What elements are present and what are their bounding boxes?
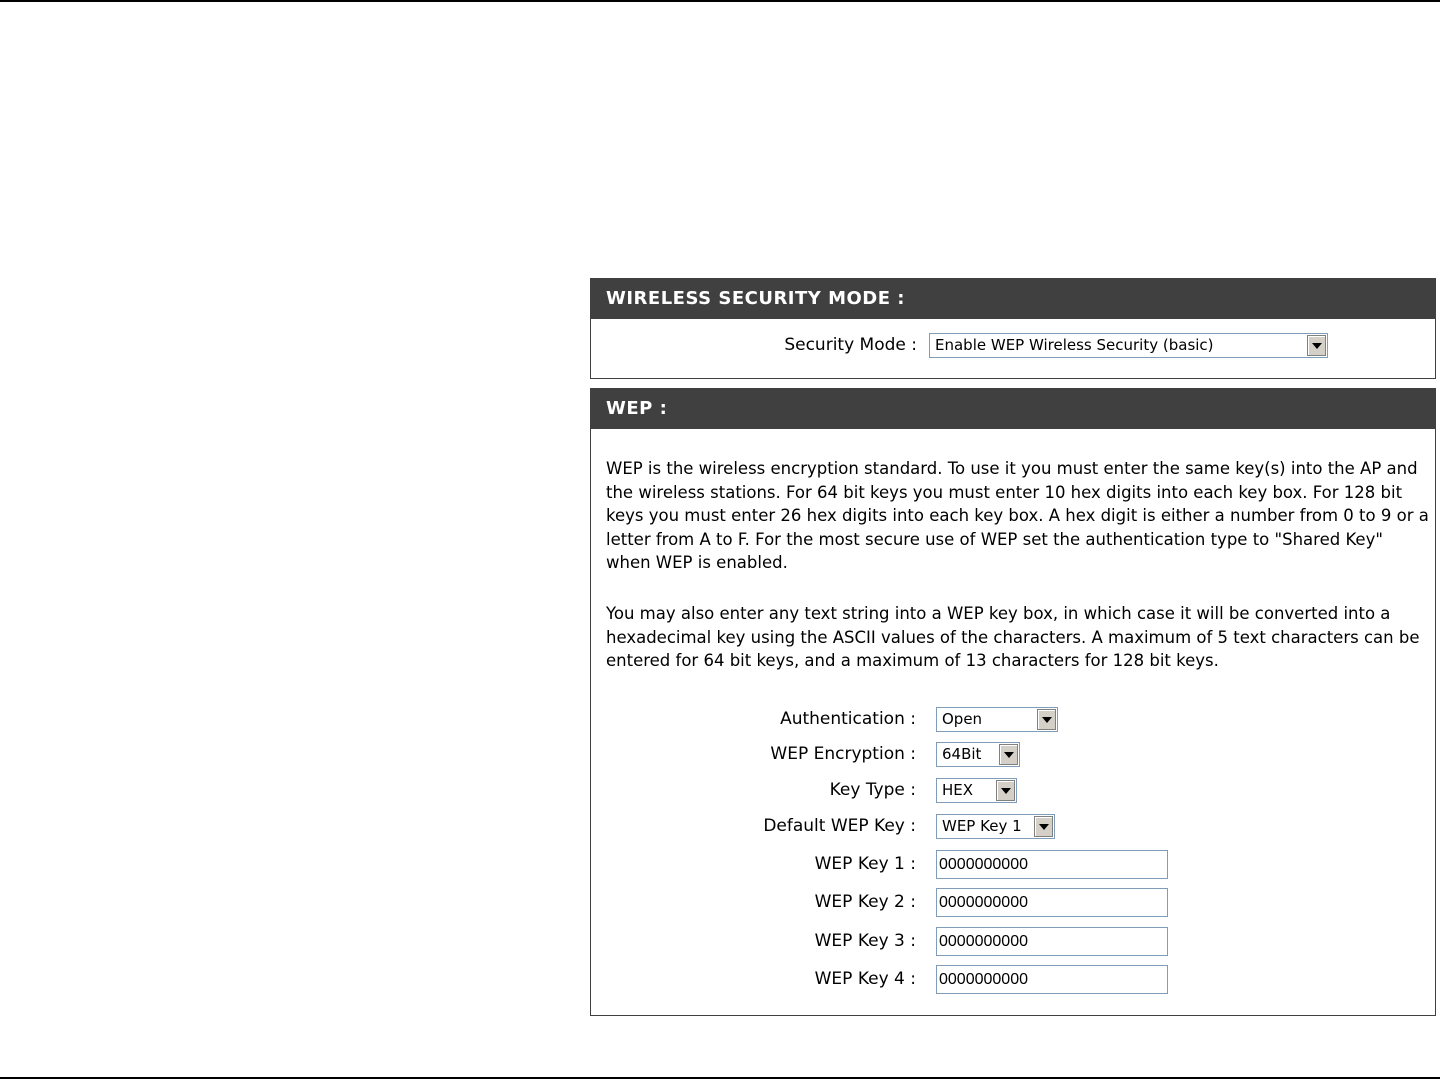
security-mode-row (591, 331, 1435, 359)
wep-key-3-row (591, 927, 1435, 955)
default-wep-key-select[interactable] (936, 814, 1055, 839)
default-wep-key-value: WEP Key 1 (942, 817, 1022, 835)
wep-encryption-label: WEP Encryption : (770, 744, 916, 764)
chevron-down-icon[interactable] (996, 780, 1015, 801)
default-wep-key-label: Default WEP Key : (763, 816, 916, 836)
security-mode-value: Enable WEP Wireless Security (basic) (935, 336, 1214, 354)
default-wep-key-row (591, 812, 1435, 840)
wep-key-3-input[interactable]: 0000000000 (936, 927, 1168, 956)
authentication-label: Authentication : (780, 709, 916, 729)
chevron-down-icon[interactable] (1037, 709, 1056, 730)
bottom-rule (0, 1077, 1440, 1079)
security-mode-label: Security Mode : (784, 335, 917, 355)
chevron-down-icon[interactable] (1307, 335, 1326, 356)
wireless-security-mode-panel (590, 278, 1436, 379)
wep-key-1-input[interactable]: 0000000000 (936, 850, 1168, 879)
wep-title: WEP : (591, 389, 1435, 429)
key-type-label: Key Type : (829, 780, 916, 800)
wep-key-2-input[interactable]: 0000000000 (936, 888, 1168, 917)
wep-key-1-label: WEP Key 1 : (814, 854, 916, 874)
wep-encryption-value: 64Bit (942, 745, 982, 763)
wep-key-4-row (591, 965, 1435, 993)
wep-encryption-select[interactable] (936, 742, 1020, 767)
chevron-down-icon[interactable] (999, 744, 1018, 765)
wep-key-1-row (591, 850, 1435, 878)
wireless-security-mode-title: WIRELESS SECURITY MODE : (591, 279, 1435, 319)
wep-key-4-input[interactable]: 0000000000 (936, 965, 1168, 994)
key-type-row (591, 776, 1435, 804)
wep-encryption-row (591, 740, 1435, 768)
wep-key-2-row (591, 888, 1435, 916)
authentication-select[interactable] (936, 707, 1058, 732)
authentication-value: Open (942, 710, 983, 728)
wep-description-2: You may also enter any text string into a WEP key box, in which case it will be converted into a hexadecimal key using the ASCII values of the characters. A maximum of 5 text characters can be entered for 64 bit keys, and a maximum of 13 characters for 128 bit keys. (606, 604, 1420, 670)
key-type-select[interactable] (936, 778, 1017, 803)
wep-key-2-label: WEP Key 2 : (814, 892, 916, 912)
chevron-down-icon[interactable] (1034, 816, 1053, 837)
key-type-value: HEX (942, 781, 974, 799)
authentication-row (591, 705, 1435, 733)
top-rule (0, 0, 1440, 2)
security-mode-select[interactable] (929, 333, 1328, 358)
wep-key-4-label: WEP Key 4 : (814, 969, 916, 989)
wep-key-3-label: WEP Key 3 : (814, 931, 916, 951)
wep-panel (590, 388, 1436, 1016)
wep-description-1: WEP is the wireless encryption standard. To use it you must enter the same key(s) into the AP and the wireless stations. For 64 bit keys you must enter 10 hex digits into each key box. For 128 bit keys you must enter 26 hex digits into each key box. A hex digit is either a number from 0 to 9 or a letter from A to F. For the most secure use of WEP set the authentication type to "Shared Key" when WEP is enabled. (606, 459, 1429, 572)
